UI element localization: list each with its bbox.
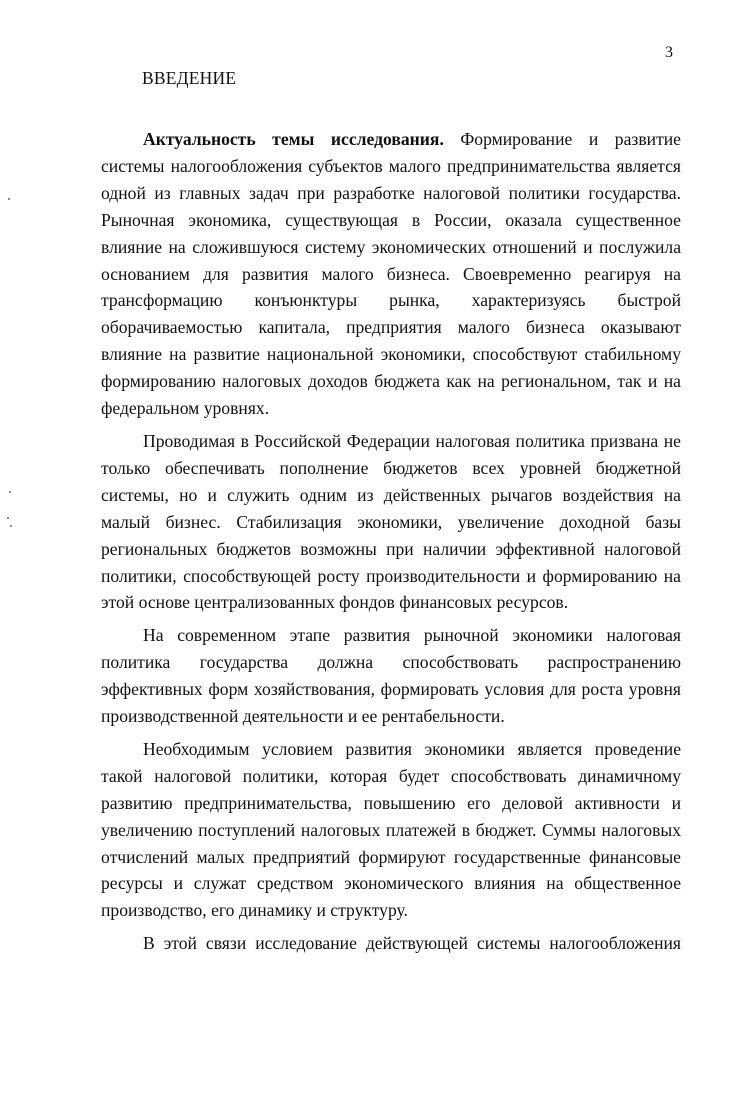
scan-speck [9,491,11,493]
scan-speck [7,517,9,519]
paragraph-4: Необходимым условием развития экономики является проведение такой налоговой политики, которая будет способствовать динамичному развитию предпринимательства, повышению его деловой активности и увеличению поступлений налоговых платежей в бюджет. Суммы налоговых отчислений малых предприятий формируют государственные финансовые ресурсы и служат средством экономического влияния на общественное производство, его динамику и структуру. [101,738,681,921]
paragraph-3: На современном этапе развития рыночной экономики налоговая политика государства должна способствовать распространению эффективных форм хозяйствования, формировать условия для роста уровня производственной деятельности и ее рентабельности. [101,625,681,727]
page-heading: ВВЕДЕНИЕ [142,68,237,88]
paragraph-1-lead: Актуальность темы исследования. [143,129,444,149]
document-body [101,126,681,963]
paragraph-2: Проводимая в Российской Федерации налоговая политика призвана не только обеспечивать пополнение бюджетов всех уровней бюджетной системы, но и служить одним из действенных рычагов воздействия на малый бизнес. Стабилизация экономики, увеличение доходной базы региональных бюджетов возможны при наличии эффективной налоговой политики, способствующей росту производительности и формированию на этой основе централизованных фондов финансовых ресурсов. [101,430,681,613]
paragraph-1-text: Формирование и развитие системы налогообложения субъектов малого предпринимательства является одной из главных задач при разработке налоговой политики государства. Рыночная экономика, существующая в России, оказала существенное влияние на сложившуюся систему экономических отношений и послужила основанием для развития малого бизнеса. Своевременно реагируя на трансформацию конъюнктуры рынка, характеризуясь быстрой оборачиваемостью капитала, предприятия малого бизнеса оказывают влияние на развитие национальной экономики, способствуют стабильному формированию налоговых доходов бюджета как на региональном, так и на федеральном уровнях. [101,129,681,419]
scan-speck [8,198,10,200]
page-number: 3 [665,44,673,61]
paragraph-5: В этой связи исследование действующей системы налогообложения [143,933,681,954]
paragraph-1 [101,126,681,422]
scan-speck [10,525,12,527]
